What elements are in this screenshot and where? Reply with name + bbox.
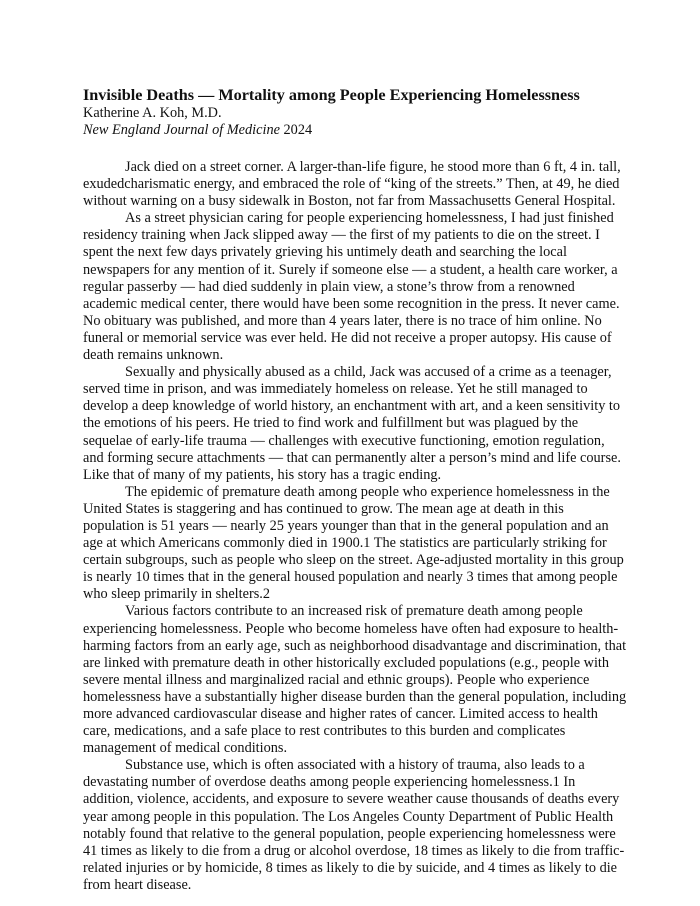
article-citation xyxy=(83,122,628,139)
paragraph: As a street physician caring for people experiencing homelessness, I had just finished residency training when Jack slipped away — the first of my patients to die on the street. I spent the next few days privately grieving his untimely death and searching the local newspapers for any mention of it. Surely if someone else — a student, a health care worker, a regular passerby — had died suddenly in plain view, a stone’s throw from a renowned academic medical center, there would have been some recognition in the press. It never came. No obituary was published, and more than 4 years later, there is no trace of him online. No funeral or memorial service was ever held. He did not receive a proper autopsy. His cause of death remains unknown. xyxy=(83,210,620,364)
document-page xyxy=(83,86,628,894)
publication-year: 2024 xyxy=(283,122,313,138)
article-title: Invisible Deaths — Mortality among People Experiencing Homelessness xyxy=(83,86,580,104)
journal-name: New England Journal of Medicine xyxy=(83,122,280,138)
paragraph: Substance use, which is often associated with a history of trauma, also leads to a devastating number of overdose deaths among people experiencing homelessness.1 In addition, violence, accidents, and exposure to severe weather cause thousands of deaths every year among people in this population. The Los Angeles County Department of Public Health notably found that relative to the general population, people experiencing homelessness were 41 times as likely to die from a drug or alcohol overdose, 18 times as likely to die from traffic-related injuries or by homicide, 8 times as likely to die by suicide, and 4 times as likely to die from heart disease. xyxy=(83,757,625,893)
paragraph: The epidemic of premature death among people who experience homelessness in the United States is staggering and has continued to grow. The mean age at death in this population is 51 years — nearly 25 years younger than that in the general population and an age at which Americans commonly died in 1900.1 The statistics are particularly striking for certain subgroups, such as people who sleep on the street. Age-adjusted mortality in this group is nearly 10 times that in the general housed population and nearly 3 times that among people who sleep primarily in shelters.2 xyxy=(83,483,624,603)
paragraph: Various factors contribute to an increased risk of premature death among people experiencing homelessness. People who become homeless have often had exposure to health-harming factors from an early age, such as neighborhood disadvantage and discrimination, that are linked with premature death in other historically excluded populations (e.g., people with severe mental illness and marginalized racial and ethnic groups). People who experience homelessness have a substantially higher disease burden than the general population, including more advanced cardiovascular disease and higher rates of cancer. Limited access to health care, medications, and a safe place to rest contributes to this burden and complicates management of medical conditions. xyxy=(83,603,627,757)
paragraph: Jack died on a street corner. A larger-than-life figure, he stood more than 6 ft, 4 in. tall, exudedcharismatic energy, and embraced the role of “king of the streets.” Then, at 49, he died without warning on a busy sidewalk in Boston, not far from Massachusetts General Hospital. xyxy=(83,159,621,210)
article-author: Katherine A. Koh, M.D. xyxy=(83,105,222,121)
article-body xyxy=(83,159,628,894)
paragraph: Sexually and physically abused as a child, Jack was accused of a crime as a teenager, served time in prison, and was immediately homeless on release. Yet he still managed to develop a deep knowledge of world history, an enchantment with art, and a keen sensitivity to the emotions of his peers. He tried to find work and fulfillment but was plagued by the sequelae of early-life trauma — challenges with executive functioning, emotion regulation, and forming secure attachments — that can permanently alter a person’s mind and life course. Like that of many of my patients, his story has a tragic ending. xyxy=(83,364,621,483)
